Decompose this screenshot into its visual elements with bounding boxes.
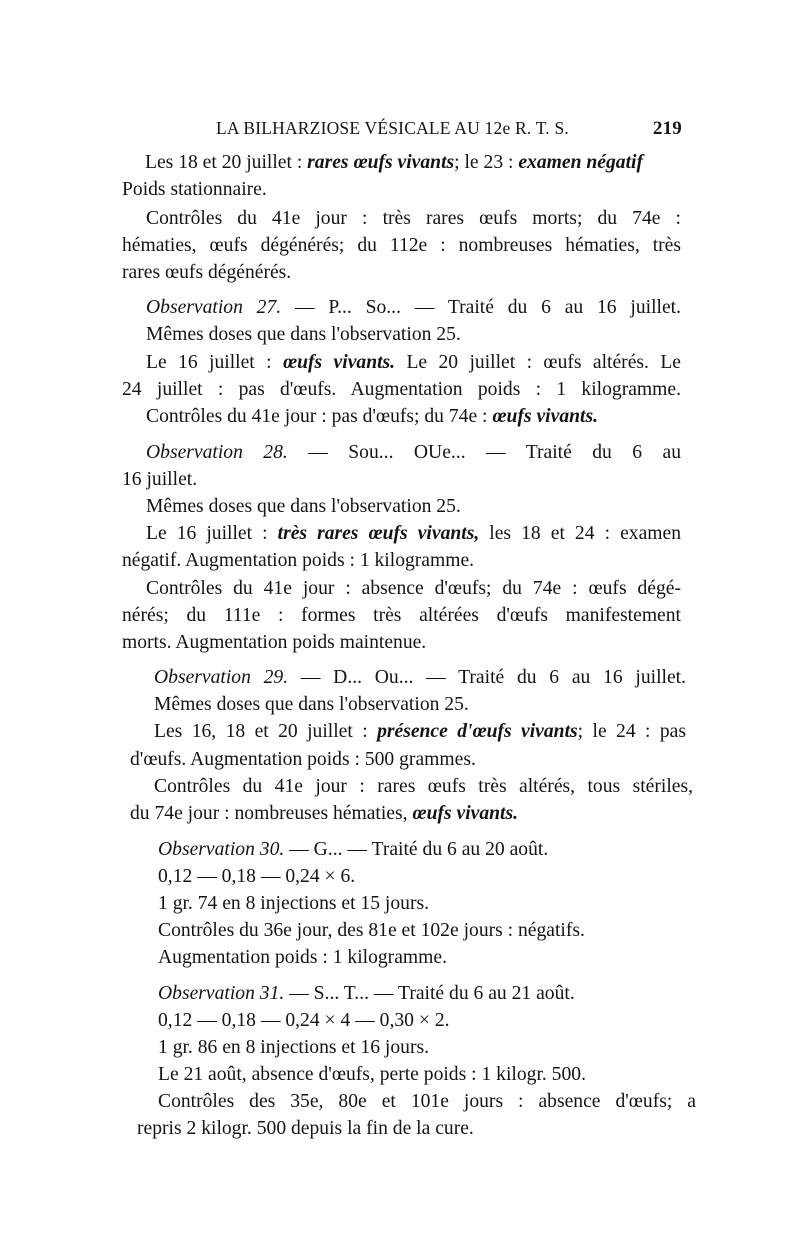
italic-text: examen négatif (518, 152, 643, 173)
italic-text: rares œufs vivants (307, 152, 455, 173)
text-line (158, 864, 355, 890)
text-span: nérés; du 111e : formes très altérées d'œufs manifestement (122, 605, 681, 626)
page-number: 219 (652, 118, 682, 139)
text-line (146, 206, 681, 232)
text-line (145, 150, 680, 176)
text-span: ; le 23 : (454, 152, 519, 173)
observation-heading (146, 295, 681, 321)
text-span: 1 gr. 86 en 8 injections et 16 jours. (158, 1037, 430, 1058)
text-line (158, 891, 429, 917)
observation-heading (158, 837, 548, 863)
italic-text: œufs vivants. (492, 406, 598, 427)
text-span: hématies, œufs dégénérés; du 112e : nombreuses hématies, très (122, 235, 681, 256)
text-line (154, 719, 686, 745)
text-line (146, 350, 681, 376)
text-line (146, 322, 461, 348)
text-line (158, 1089, 696, 1115)
text-line (154, 774, 693, 800)
text-span: 1 gr. 74 en 8 injections et 15 jours. (158, 893, 430, 914)
observation-label: Observation 27. (146, 297, 282, 318)
text-span: Augmentation poids : 1 kilogramme. (158, 947, 447, 968)
text-span: d'œufs. Augmentation poids : 500 grammes. (130, 749, 476, 770)
text-span: 0,12 — 0,18 — 0,24 × 4 — 0,30 × 2. (158, 1010, 450, 1031)
running-header (150, 118, 682, 146)
text-line (158, 945, 447, 971)
text-span: négatif. Augmentation poids : 1 kilogramme. (122, 550, 475, 571)
text-span: repris 2 kilogr. 500 depuis la fin de la cure. (137, 1118, 474, 1139)
italic-text: œufs vivants. (412, 803, 519, 824)
text-line (122, 233, 681, 259)
text-line (122, 548, 474, 574)
text-span: — P... So... — Traité du 6 au 16 juillet. (281, 297, 681, 318)
observation-heading (154, 665, 686, 691)
text-span: Poids stationnaire. (122, 179, 267, 200)
text-span: — D... Ou... — Traité du 6 au 16 juillet. (288, 667, 686, 688)
text-span: Mêmes doses que dans l'observation 25. (146, 324, 461, 345)
observation-label: Observation 31. (158, 983, 285, 1004)
text-span: Le 20 juillet : œufs altérés. Le (395, 352, 681, 373)
text-span: 16 juillet. (122, 469, 198, 490)
text-span: morts. Augmentation poids maintenue. (122, 632, 427, 653)
observation-label: Observation 28. (146, 442, 288, 463)
text-line (122, 260, 291, 286)
observation-heading (146, 440, 681, 466)
text-line (154, 692, 469, 718)
text-span: les 18 et 24 : examen (479, 523, 681, 544)
text-span: Contrôles des 35e, 80e et 101e jours : absence d'œufs; a (158, 1091, 696, 1112)
text-span: du 74e jour : nombreuses hématies, (130, 803, 413, 824)
text-span: Contrôles du 41e jour : absence d'œufs; du 74e : œufs dégé- (146, 578, 681, 599)
text-line (146, 521, 681, 547)
text-line (122, 603, 681, 629)
text-line (130, 747, 476, 773)
text-line (122, 377, 681, 403)
text-line (146, 576, 681, 602)
italic-text: présence d'œufs vivants (377, 721, 578, 742)
text-line (146, 404, 598, 430)
text-span: — G... — Traité du 6 au 20 août. (284, 839, 549, 860)
text-span: — S... T... — Traité du 6 au 21 août. (284, 983, 575, 1004)
text-span: Contrôles du 41e jour : rares œufs très altérés, tous stériles, (154, 776, 693, 797)
text-span: Contrôles du 41e jour : pas d'œufs; du 74e : (146, 406, 493, 427)
text-span: 0,12 — 0,18 — 0,24 × 6. (158, 866, 356, 887)
observation-heading (158, 981, 575, 1007)
observation-label: Observation 29. (154, 667, 289, 688)
text-line (122, 467, 197, 493)
text-line (158, 1008, 450, 1034)
text-span: Le 21 août, absence d'œufs, perte poids : 1 kilogr. 500. (158, 1064, 586, 1085)
text-line (130, 801, 518, 827)
text-line (158, 918, 585, 944)
text-span: Le 16 juillet : (146, 523, 278, 544)
italic-text: très rares œufs vivants, (277, 523, 480, 544)
text-line (137, 1116, 474, 1142)
text-span: ; le 24 : pas (577, 721, 686, 742)
text-line (158, 1062, 586, 1088)
text-line (122, 630, 426, 656)
text-span: rares œufs dégénérés. (122, 262, 292, 283)
text-span: 24 juillet : pas d'œufs. Augmentation poids : 1 kilogramme. (122, 379, 681, 400)
italic-text: œufs vivants. (282, 352, 396, 373)
observation-label: Observation 30. (158, 839, 285, 860)
text-line (158, 1035, 429, 1061)
running-title: LA BILHARZIOSE VÉSICALE AU 12e R. T. S. (216, 118, 569, 138)
text-span: Mêmes doses que dans l'observation 25. (146, 496, 461, 517)
text-line (146, 494, 461, 520)
text-span: Les 18 et 20 juillet : (145, 152, 308, 173)
text-span: Le 16 juillet : (146, 352, 283, 373)
text-span: — Sou... OUe... — Traité du 6 au (287, 442, 682, 463)
text-span: Contrôles du 41e jour : très rares œufs morts; du 74e : (146, 208, 681, 229)
text-span: Contrôles du 36e jour, des 81e et 102e jours : négatifs. (158, 920, 585, 941)
text-line (122, 177, 267, 203)
text-span: Les 16, 18 et 20 juillet : (154, 721, 378, 742)
text-span: Mêmes doses que dans l'observation 25. (154, 694, 469, 715)
